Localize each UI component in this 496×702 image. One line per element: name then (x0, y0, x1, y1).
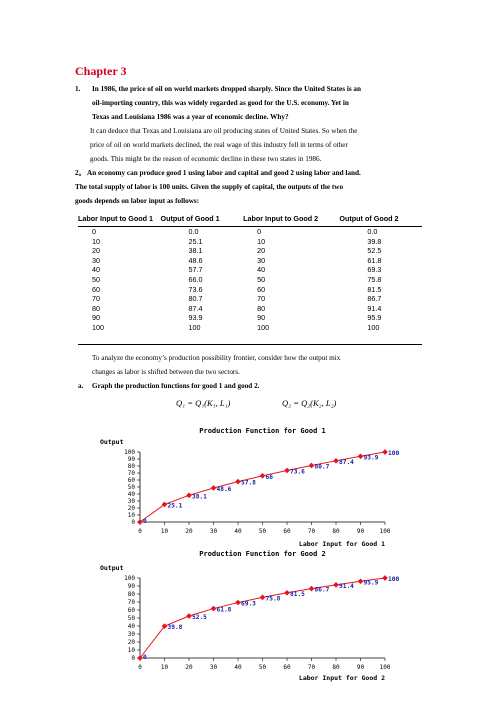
table-cell: 48.6 (188, 255, 203, 265)
data-label: 25.1 (167, 502, 183, 510)
data-point (260, 595, 266, 601)
y-tick-label: 20 (127, 639, 135, 646)
production-function-chart-good-2 (100, 548, 400, 688)
table-header-row (78, 212, 422, 227)
data-point (309, 586, 315, 592)
x-axis-label: Labor Input for Good 1 (298, 540, 385, 548)
x-tick-label: 70 (307, 528, 316, 535)
table-cell: 80 (257, 303, 266, 313)
table-cell: 75.8 (367, 274, 382, 284)
table-cell: 20 (92, 246, 100, 256)
y-tick-label: 30 (127, 498, 135, 505)
col-header-output-2: Output of Good 2 (339, 212, 422, 227)
data-label: 87.4 (339, 458, 354, 466)
data-label: 48.6 (216, 485, 232, 493)
data-label: 100 (388, 450, 400, 457)
table-cell: 0 (257, 227, 262, 236)
y-tick-label: 30 (127, 631, 135, 638)
table-cell: 87.4 (188, 303, 203, 313)
data-label: 0 (143, 518, 147, 525)
x-axis-label: Labor Input for Good 2 (298, 674, 385, 682)
y-tick-label: 90 (127, 456, 135, 463)
q1-answer-line-2: price of oil on world markets declined, the real wage of this industry fell in terms of other (90, 141, 348, 149)
data-label: 52.5 (192, 614, 207, 621)
table-cell: 66.0 (188, 274, 203, 284)
x-tick-label: 30 (209, 664, 218, 671)
table-cell: 10 (92, 236, 100, 246)
y-axis-label: Output (100, 564, 124, 572)
table-cell: 81.5 (367, 284, 382, 294)
x-tick-label: 100 (379, 664, 391, 671)
y-tick-label: 40 (127, 623, 135, 630)
part-a-label: a. (78, 382, 84, 390)
col-header-labor-1: Labor Input to Good 1 (78, 212, 161, 227)
formula-good-1: Q₁ = Q₁(K₁, L₁) (176, 398, 231, 408)
data-label: 81.5 (290, 590, 305, 598)
data-point (382, 575, 388, 581)
x-tick-label: 10 (160, 528, 169, 535)
data-point (211, 485, 217, 491)
q1-answer-line-1: It can deduce that Texas and Louisiana are oil producing states of United States. So when the (90, 127, 358, 135)
data-label: 86.7 (314, 586, 330, 594)
table-cell: 100 (188, 322, 201, 332)
table-cell: 95.9 (367, 313, 382, 323)
data-label: 100 (388, 576, 400, 583)
data-label: 69.3 (241, 600, 256, 608)
table-cell: 50 (92, 274, 100, 284)
table-cell: 80 (92, 303, 100, 313)
q1-line-2: oil-importing country, this was widely regarded as good for the U.S. economy. Yet in (92, 99, 349, 107)
table-cell: 91.4 (367, 303, 382, 313)
x-tick-label: 70 (307, 664, 316, 671)
table-cell: 100 (92, 322, 104, 332)
table-row (78, 265, 422, 275)
x-tick-label: 20 (185, 664, 193, 671)
table-cell: 30 (257, 255, 266, 265)
y-tick-label: 90 (127, 583, 135, 590)
x-tick-label: 100 (379, 528, 391, 535)
data-label: 66 (265, 473, 273, 481)
production-function-chart-good-1 (100, 422, 400, 552)
chart-title: Production Function for Good 2 (199, 550, 326, 558)
table-cell: 60 (257, 284, 266, 294)
table-row (78, 246, 422, 256)
col-header-output-1: Output of Good 1 (161, 212, 244, 227)
table-cell: 50 (257, 274, 266, 284)
table-row (78, 294, 422, 304)
y-tick-label: 20 (127, 505, 135, 512)
table-cell: 57.7 (188, 265, 203, 275)
analysis-line-2: changes as labor is shifted between the two sectors. (92, 368, 240, 376)
q1-number: 1. (75, 85, 81, 93)
y-tick-label: 0 (131, 655, 135, 662)
y-tick-label: 50 (127, 615, 135, 622)
data-label: 80.7 (314, 463, 330, 471)
part-a-text: Graph the production functions for good 1 and good 2. (92, 382, 260, 390)
series-line (140, 578, 385, 658)
table-row (78, 237, 422, 247)
table-cell: 80.7 (188, 294, 203, 304)
table-cell: 86.7 (367, 294, 382, 304)
table-cell: 40 (257, 265, 266, 275)
table-cell: 70 (92, 294, 100, 304)
data-point (284, 590, 290, 596)
table-cell: 38.1 (188, 246, 203, 256)
table-cell: 52.5 (367, 246, 382, 256)
data-point (211, 606, 217, 612)
table-cell: 30 (92, 255, 100, 265)
table-cell: 0.0 (367, 227, 378, 236)
data-point (284, 468, 290, 474)
data-label: 95.9 (363, 579, 379, 587)
x-tick-label: 0 (138, 664, 142, 671)
data-label: 73.6 (290, 468, 305, 476)
x-tick-label: 40 (234, 664, 242, 671)
y-tick-label: 80 (127, 591, 135, 598)
x-tick-label: 20 (185, 528, 193, 535)
table-cell: 20 (257, 246, 266, 256)
table-cell: 69.3 (367, 265, 382, 275)
x-tick-label: 90 (356, 664, 365, 671)
y-tick-label: 50 (127, 484, 135, 491)
q1-line-1: In 1986, the price of oil on world markets dropped sharply. Since the United States is an (92, 85, 362, 93)
table-row (78, 304, 422, 314)
table-bottom-rule (78, 344, 422, 345)
y-tick-label: 60 (127, 607, 135, 614)
data-label: 57.8 (241, 479, 256, 487)
data-label: 39.8 (167, 624, 183, 632)
analysis-line-1: To analyze the economy’s production possibility frontier, consider how the output mix (92, 354, 341, 362)
y-tick-label: 10 (127, 647, 135, 654)
table-cell: 39.8 (367, 236, 382, 246)
data-point (333, 582, 339, 588)
x-tick-label: 50 (258, 664, 267, 671)
x-tick-label: 50 (258, 528, 267, 535)
data-point (309, 463, 315, 469)
data-label: 93.9 (363, 454, 379, 462)
table-cell: 100 (367, 322, 380, 332)
data-point (382, 449, 388, 455)
data-label: 0 (143, 654, 147, 661)
data-point (260, 473, 266, 479)
data-label: 38.1 (192, 493, 207, 501)
table-cell: 73.6 (188, 284, 203, 294)
table-cell: 0.0 (188, 227, 199, 236)
chapter-title: Chapter 3 (75, 64, 127, 78)
table-row (78, 323, 422, 333)
q2-number: 2。 (75, 169, 86, 177)
q2-line-2: The total supply of labor is 100 units. Given the supply of capital, the outputs of the two (75, 183, 344, 191)
y-tick-label: 40 (127, 491, 135, 498)
labor-output-table (78, 212, 422, 333)
y-tick-label: 70 (127, 470, 135, 477)
y-axis-label: Output (100, 438, 124, 446)
x-tick-label: 90 (356, 528, 365, 535)
table-row (78, 256, 422, 266)
x-tick-label: 60 (283, 664, 291, 671)
table-cell: 10 (257, 236, 266, 246)
table-row (78, 285, 422, 295)
x-tick-label: 0 (138, 528, 142, 535)
y-tick-label: 0 (131, 519, 135, 526)
data-point (358, 453, 364, 459)
data-point (333, 458, 339, 464)
x-tick-label: 80 (332, 528, 340, 535)
table-cell: 93.9 (188, 313, 203, 323)
data-point (358, 578, 364, 584)
table-row (78, 275, 422, 285)
table-cell: 61.8 (367, 255, 382, 265)
table-cell: 60 (92, 284, 100, 294)
x-tick-label: 60 (283, 528, 291, 535)
data-point (235, 479, 241, 485)
col-header-labor-2: Labor Input to Good 2 (243, 212, 339, 227)
y-tick-label: 70 (127, 599, 135, 606)
table-cell: 25.1 (188, 236, 203, 246)
x-tick-label: 30 (209, 528, 218, 535)
table-cell: 100 (257, 322, 270, 332)
table-cell: 40 (92, 265, 100, 275)
table-cell: 90 (257, 313, 266, 323)
y-tick-label: 100 (124, 575, 135, 582)
y-tick-label: 60 (127, 477, 135, 484)
data-label: 61.8 (216, 606, 232, 614)
table-cell: 0 (92, 227, 96, 236)
chart-title: Production Function for Good 1 (199, 427, 326, 435)
x-tick-label: 10 (160, 664, 169, 671)
y-tick-label: 10 (127, 512, 135, 519)
y-tick-label: 100 (124, 449, 135, 456)
table-cell: 70 (257, 294, 266, 304)
q2-line-3: goods depends on labor input as follows: (75, 197, 200, 205)
data-label: 75.8 (265, 595, 281, 603)
data-point (186, 613, 192, 619)
data-label: 91.4 (339, 582, 354, 590)
q2-line-1: An economy can produce good 1 using labor and capital and good 2 using labor and land. (87, 169, 361, 177)
x-tick-label: 40 (234, 528, 242, 535)
formula-good-2: Q₂ = Q₂(K₂, L₂) (282, 398, 337, 408)
x-tick-label: 80 (332, 664, 340, 671)
q1-line-3: Texas and Louisiana 1986 was a year of economic decline. Why? (92, 113, 289, 121)
data-point (186, 493, 192, 499)
table-cell: 90 (92, 313, 100, 323)
q1-answer-line-3: goods. This might be the reason of economic decline in these two states in 1986. (90, 155, 322, 163)
data-point (235, 600, 241, 606)
table-row (78, 227, 422, 237)
table-row (78, 313, 422, 323)
y-tick-label: 80 (127, 463, 135, 470)
